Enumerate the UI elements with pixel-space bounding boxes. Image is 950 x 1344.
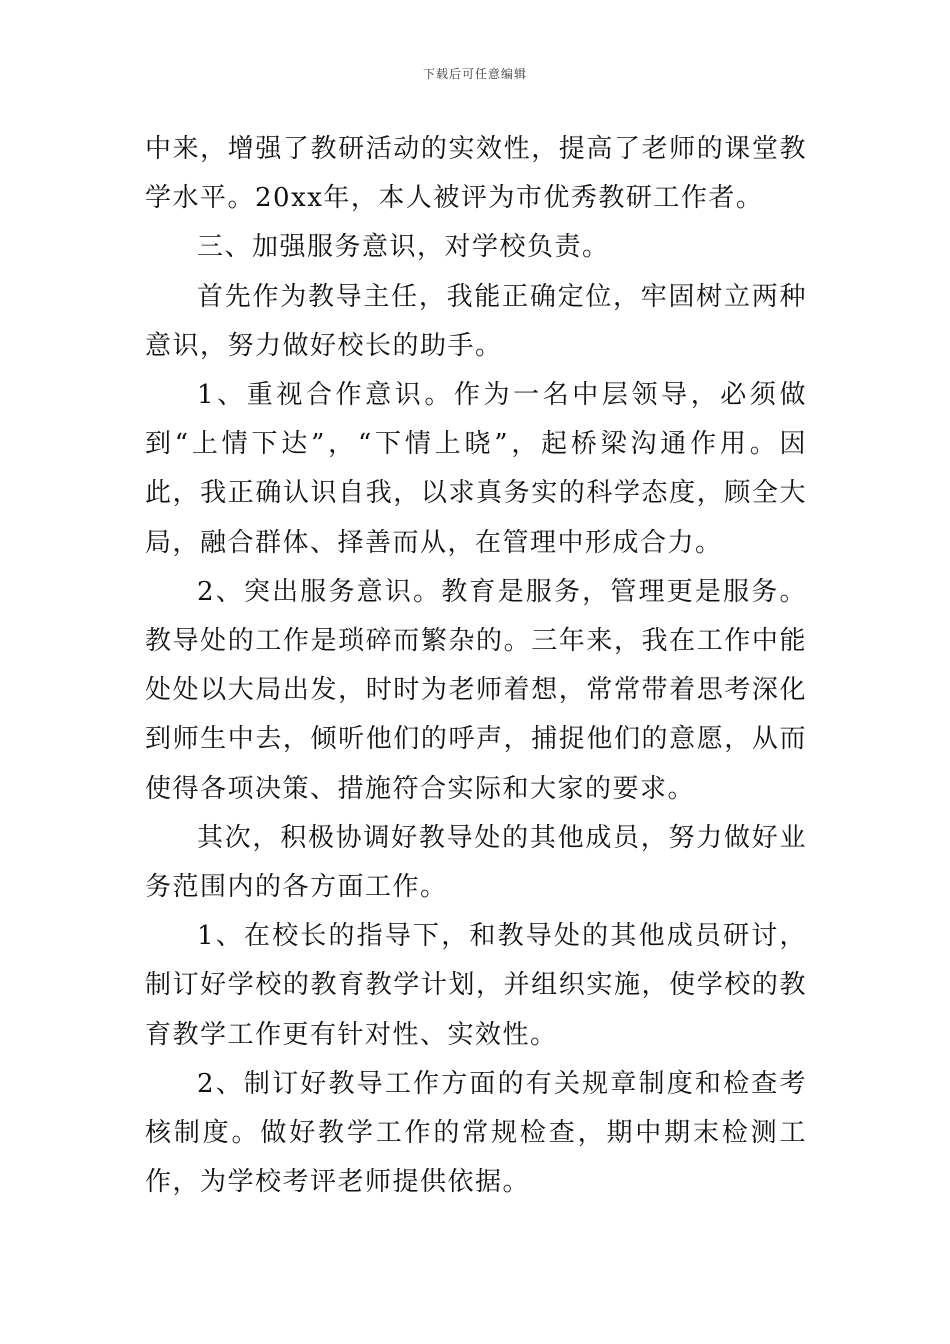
paragraph-service-awareness: 2、突出服务意识。教育是服务，管理更是服务。教导处的工作是琐碎而繁杂的。三年来，我在工作中能处处以大局出发，时时为老师着想，常常带着思考深化到师生中去，倾听他们的呼声，捕捉他们的意愿，从而使得各项决策、措施符合实际和大家的要求。	[145, 576, 807, 804]
paragraph-teaching-plan: 1、在校长的指导下，和教导处的其他成员研讨，制订好学校的教育教学计划，并组织实施，使学校的教育教学工作更有针对性、实效性。	[145, 921, 807, 1050]
paragraph-second-coordination: 其次，积极协调好教导处的其他成员，努力做好业务范围内的各方面工作。	[145, 822, 807, 903]
section-heading-service-awareness: 三、加强服务意识，对学校负责。	[197, 232, 610, 263]
document-body	[145, 125, 807, 1207]
paragraph-continuation: 中来，增强了教研活动的实效性，提高了老师的课堂教学水平。20xx年，本人被评为市优秀教研工作者。	[145, 134, 807, 214]
paragraph-cooperation-awareness: 1、重视合作意识。作为一名中层领导，必须做到“上情下达”，“下情上晓”，起桥梁沟通作用。因此，我正确认识自我，以求真务实的科学态度，顾全大局，融合群体、择善而从，在管理中形成合力。	[145, 380, 807, 558]
page-header: 下载后可任意编辑	[422, 67, 527, 81]
paragraph-first-role: 首先作为教导主任，我能正确定位，牢固树立两种意识，努力做好校长的助手。	[145, 281, 807, 361]
paragraph-rules-and-checks: 2、制订好教导工作方面的有关规章制度和检查考核制度。做好教学工作的常规检查，期中期末检测工作，为学校考评老师提供依据。	[145, 1068, 807, 1198]
